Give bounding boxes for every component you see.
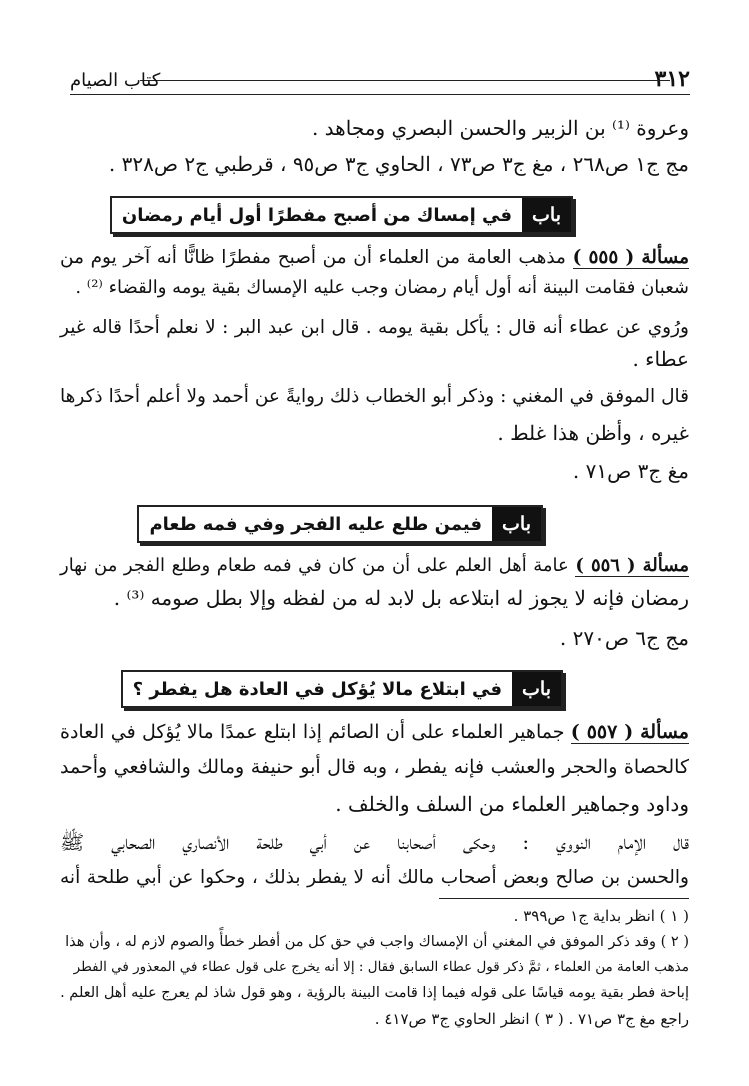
chapter-label: باب bbox=[522, 198, 571, 232]
chapter-label: باب bbox=[492, 507, 541, 541]
footnote-line: ( ١ ) انظر بداية ج١ ص٣٩٩ . bbox=[513, 907, 689, 925]
text-line: وداود وجماهير العلماء من السلف والخلف . bbox=[335, 792, 689, 816]
text-line: والحسن بن صالح وبعض أصحاب مالك أنه لا يفطر بذلك ، وحكوا عن أبي طلحة أنه bbox=[60, 867, 689, 888]
chapter-title: فيمن طلع عليه الفجر وفي فمه طعام bbox=[149, 513, 483, 535]
text-line: رمضان فإنه لا يجوز له ابتلاعه بل لابد له من لفظه وإلا بطل صومه ⁽³⁾ . bbox=[113, 586, 689, 610]
chapter-label: باب bbox=[512, 672, 561, 706]
running-title: كتاب الصيام bbox=[70, 70, 161, 91]
footnote-line: إباحة فطر بقية يومه قياسًا على قوله فيما إذا قامت البينة بالرؤية ، وهو قول شاذ لم يعرج عليه أهل العلم . bbox=[60, 985, 689, 1001]
text-line bbox=[60, 242, 689, 274]
chapter-title: في ابتلاع مالا يُؤكل في العادة هل يفطر ؟ bbox=[132, 678, 503, 700]
text-line: مج ج٦ ص٢٧٠ . bbox=[559, 626, 689, 650]
text-line: شعبان فقامت البينة أنه أول أيام رمضان وجب عليه الإمساك بقية يومه والقضاء ⁽²⁾ . bbox=[75, 277, 689, 298]
footnote-line: راجع مغ ج٣ ص٧١ . ( ٣ ) انظر الحاوي ج٣ ص٤١٧ . bbox=[374, 1010, 689, 1028]
text-line: قال الإمام النووي : وحكى أصحابنا عن أبي طلحة الأنصاري الصحابي ﷺ bbox=[60, 830, 689, 854]
text-line-content: عامة أهل العلم على أن من كان في فمه طعام وطلع الفجر من نهار bbox=[60, 555, 569, 576]
chapter-heading bbox=[121, 670, 563, 708]
masala-number: مسألة ( ٥٥٥ ) bbox=[572, 247, 689, 268]
text-line: كالحصاة والحجر والعشب فإنه يفطر ، وبه قال أبو حنيفة ومالك والشافعي وأحمد bbox=[60, 756, 689, 778]
text-line: قال الموفق في المغني : وذكر أبو الخطاب ذلك روايةً عن أحمد ولا أعلم أحدًا ذكرها bbox=[60, 386, 689, 407]
text-line: مج ج١ ص٢٦٨ ، مغ ج٣ ص٧٣ ، الحاوي ج٣ ص٩٥ ، قرطبي ج٢ ص٣٢٨ . bbox=[108, 152, 689, 176]
text-line: ورُوي عن عطاء أنه قال : يأكل بقية يومه . قال ابن عبد البر : لا نعلم أحدًا قاله غير bbox=[60, 317, 689, 338]
text-line: مغ ج٣ ص٧١ . bbox=[572, 459, 689, 483]
header-rule bbox=[140, 80, 670, 81]
page-number: ٣١٢ bbox=[654, 66, 690, 92]
text-line-content: مذهب العامة من العلماء أن من أصبح مفطرًا ظانًّا أنه آخر يوم من bbox=[60, 247, 566, 268]
masala-number: مسألة ( ٥٥٦ ) bbox=[575, 555, 689, 576]
footnote-line: مذهب العامة من العلماء ، ثمَّ ذكر قول عطاء السابق فقال : إلا أنه يخرج على قول عطاء في المعذور في الفطر bbox=[73, 959, 689, 975]
chapter-heading bbox=[110, 196, 573, 234]
text-line: وعروة ⁽¹⁾ بن الزبير والحسن البصري ومجاهد . bbox=[311, 116, 689, 140]
text-line bbox=[60, 716, 689, 748]
text-line: عطاء . bbox=[632, 347, 689, 371]
chapter-heading bbox=[137, 505, 543, 543]
chapter-title: في إمساك من أصبح مفطرًا أول أيام رمضان bbox=[121, 204, 513, 226]
footnote-separator bbox=[439, 898, 689, 899]
masala-number: مسألة ( ٥٥٧ ) bbox=[570, 721, 689, 743]
header-underline bbox=[70, 94, 690, 95]
page-header bbox=[70, 66, 690, 94]
text-line bbox=[60, 550, 689, 582]
text-line: غيره ، وأظن هذا غلط . bbox=[497, 421, 689, 445]
footnote-line: ( ٢ ) وقد ذكر الموفق في المغني أن الإمساك واجب في حق كل من أفطر خطأً والصوم لازم له ، وأن هذا bbox=[65, 934, 689, 950]
text-line-content: جماهير العلماء على أن الصائم إذا ابتلع عمدًا مالا يُؤكل في العادة bbox=[60, 721, 565, 743]
